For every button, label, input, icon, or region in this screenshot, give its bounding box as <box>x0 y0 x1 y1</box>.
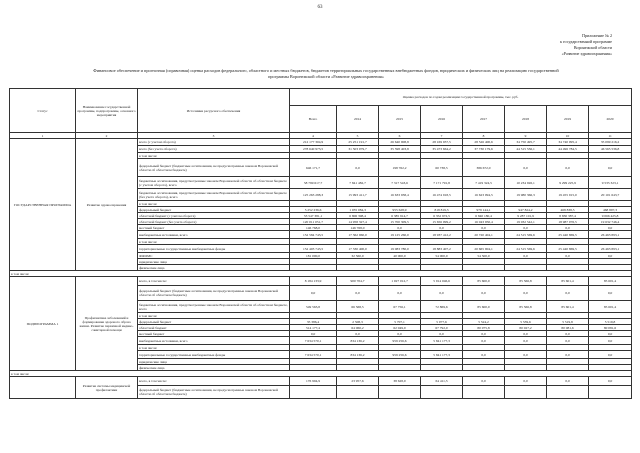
value-cell: 0,0 <box>589 331 632 337</box>
value-cell: 549 563,8 <box>290 301 337 313</box>
value-cell: 0,0 <box>505 377 547 386</box>
funding-source-cell: ФФОМС <box>138 253 290 259</box>
value-cell: 146 768,0 <box>337 225 379 231</box>
value-cell: 26 463 893,1 <box>589 245 632 253</box>
value-cell: 85 601,4 <box>589 277 632 286</box>
value-cell: 0,0 <box>547 351 589 359</box>
funding-source-cell: всего, в том числе: <box>138 377 290 386</box>
value-cell: 67 792,0 <box>421 325 463 331</box>
value-cell: 5 707,1 <box>379 319 421 325</box>
value-cell: 514 177,4 <box>290 325 337 331</box>
funding-source-cell: в том числе: <box>138 313 290 319</box>
value-cell: 23 957,6 <box>337 377 379 386</box>
value-cell: 35 386,4 <box>290 319 337 325</box>
column-number: 4 <box>290 133 337 139</box>
value-cell: 0,0 <box>547 253 589 259</box>
value-cell <box>379 386 421 399</box>
value-cell: 152 403 743,5 <box>290 245 337 253</box>
funding-source-cell: территориальные государственные внебюджетные фонды <box>138 245 290 253</box>
value-cell: 0,0 <box>337 331 379 337</box>
funding-source-cell: областной бюджет <box>138 325 290 331</box>
value-cell <box>463 386 505 399</box>
value-cell: 0,0 <box>463 351 505 359</box>
value-cell: 18 987 076,5 <box>547 219 589 225</box>
value-cell: 28 169 937,5 <box>421 139 463 146</box>
value-cell: 0,0 <box>463 286 505 301</box>
value-cell: 6 840 180,4 <box>463 213 505 219</box>
header-estimate: Оценка расходов по годам реализации государственной программы, тыс. руб. <box>290 89 632 106</box>
value-cell: 19 083 780,0 <box>379 245 421 253</box>
appendix-line: «Развитие здравоохранения» <box>561 51 612 57</box>
value-cell: 34 750 495,7 <box>505 139 547 146</box>
table-row <box>10 139 632 146</box>
value-cell: 54 500,0 <box>463 253 505 259</box>
value-cell: 0,0 <box>505 286 547 301</box>
value-cell: 26 463 893,1 <box>589 231 632 239</box>
value-cell: 19 980 366,3 <box>505 189 547 201</box>
title-line: программы Воронежской области «Развитие здравоохранения» <box>268 74 384 79</box>
value-cell: 26 640 908,8 <box>379 139 421 146</box>
funding-source-cell: внебюджетные источники, всего <box>138 337 290 345</box>
value-cell: 0,0 <box>290 286 337 301</box>
column-number: 3 <box>138 133 290 139</box>
value-cell: 24 515 569,6 <box>505 231 547 239</box>
column-number: 1 <box>10 133 76 139</box>
funding-source-cell: областной бюджет (без учета оборота) <box>138 219 290 225</box>
value-cell: 0,0 <box>379 331 421 337</box>
value-cell: 60 738,5 <box>421 159 463 177</box>
value-cell: 20 101 643,7 <box>589 189 632 201</box>
value-cell: 66 568,5 <box>337 301 379 313</box>
value-cell: 0,0 <box>505 159 547 177</box>
value-cell: 0,0 <box>505 253 547 259</box>
value-cell: 67 756,1 <box>379 301 421 313</box>
value-cell: 18 937 412,2 <box>421 231 463 239</box>
value-cell: 5 077,6 <box>421 319 463 325</box>
funding-source-cell: федеральный бюджет (бюджетные ассигнования, не предусмотренные законом Воронежской области об областном бюджете) <box>138 159 290 177</box>
value-cell: 15 700 309,5 <box>379 219 421 225</box>
funding-source-cell: федеральный бюджет (бюджетные ассигнования, не предусмотренные законом Воронежской области об областном бюджете) <box>138 286 290 301</box>
header-program-name: Наименование государственной программы, подпрограммы, основного мероприятия <box>76 89 138 133</box>
header-year: Всего <box>290 106 337 133</box>
value-cell: 24 515 569,6 <box>505 245 547 253</box>
value-cell: 54 000,0 <box>421 253 463 259</box>
value-cell: 6 352 972,5 <box>421 213 463 219</box>
value-cell: 14 958 327,4 <box>337 219 379 225</box>
header-year: 2019 <box>547 106 589 133</box>
value-cell: 176 994,9 <box>290 377 337 386</box>
value-cell: 0,0 <box>421 286 463 301</box>
value-cell: 646 171,7 <box>290 159 337 177</box>
value-cell <box>505 386 547 399</box>
column-number: 7 <box>421 133 463 139</box>
header-year: 2018 <box>505 106 547 133</box>
funding-source-cell: юридические лица <box>138 259 290 265</box>
value-cell: 7 634 570,1 <box>290 351 337 359</box>
value-cell <box>337 386 379 399</box>
value-cell: 0,0 <box>421 225 463 231</box>
value-cell: 834 136,2 <box>337 337 379 345</box>
value-cell: 5 252 236,6 <box>290 207 337 213</box>
value-cell: 15 993 411,7 <box>337 189 379 201</box>
funding-table <box>9 88 632 399</box>
value-cell: 85 600,0 <box>463 301 505 313</box>
value-cell: 0,0 <box>421 331 463 337</box>
appendix-line: Приложение № 2 <box>582 33 612 38</box>
value-cell: 7 171 791,8 <box>421 177 463 189</box>
table-row <box>10 377 632 386</box>
funding-source-cell: бюджетные ассигнования, предусмотренные законом Воронежской области об областном бюджете, всего <box>139 302 288 311</box>
value-cell: 0,0 <box>463 337 505 345</box>
value-cell: 959 256,6 <box>379 337 421 345</box>
value-cell: 278 640 973,5 <box>290 146 337 153</box>
value-cell: 146 768,0 <box>290 225 337 231</box>
header-year: 2017 <box>463 106 505 133</box>
funding-source-cell: в том числе: <box>138 239 290 245</box>
value-cell: 5 841 177,3 <box>421 337 463 345</box>
value-cell: 0,0 <box>589 159 632 177</box>
value-cell: 979 144,1 <box>463 207 505 213</box>
header-row <box>10 89 632 106</box>
value-cell: 0,0 <box>589 337 632 345</box>
value-cell: 35 473 664,2 <box>421 146 463 153</box>
value-cell: 38 628,0 <box>379 377 421 386</box>
value-cell: 35 598 403,8 <box>379 146 421 153</box>
value-cell: 468 838,5 <box>547 207 589 213</box>
program-name-cell: Развитие здравоохранения <box>76 139 138 271</box>
value-cell: 25 440 869,5 <box>547 231 589 239</box>
value-cell: 386 672,0 <box>463 159 505 177</box>
value-cell: 5 914 046,6 <box>421 277 463 286</box>
column-number: 5 <box>337 133 379 139</box>
value-cell: 80 075,8 <box>463 325 505 331</box>
value-cell: 35 099 216,2 <box>589 139 632 146</box>
value-cell: 5 519,8 <box>589 319 632 325</box>
funding-source-cell: в том числе: <box>138 153 290 159</box>
value-cell: 834 136,2 <box>337 351 379 359</box>
status-cell: ПОДПРОГРАММА 1 <box>10 277 76 371</box>
value-cell: 0,0 <box>547 286 589 301</box>
value-cell: 28 526 400,6 <box>463 139 505 146</box>
funding-source-cell: местный бюджет <box>138 331 290 337</box>
value-cell: 0,0 <box>589 225 632 231</box>
value-cell: 53 547 381,1 <box>290 213 337 219</box>
value-cell: 0,0 <box>463 225 505 231</box>
value-cell: 16 633 938,4 <box>379 189 421 201</box>
value-cell: 32 560,0 <box>337 253 379 259</box>
value-cell: 80 027,2 <box>505 325 547 331</box>
value-cell: 18 883 407,2 <box>421 245 463 253</box>
value-cell: 152 584 743,5 <box>290 231 337 239</box>
funding-source-cell: всего (без учета оборота) <box>138 146 290 153</box>
value-cell: 9 066 425,8 <box>589 213 632 219</box>
value-cell: 19 632 746,4 <box>589 219 632 225</box>
value-cell: 1 035 084,3 <box>337 207 379 213</box>
value-cell: 20 665 904,1 <box>463 245 505 253</box>
funding-source-cell: бюджетные ассигнования, предусмотренные законом Воронежской области об областном бюджете (с учетом оборота), всего <box>138 177 290 189</box>
value-cell: 6 385 914,7 <box>379 213 421 219</box>
value-cell: 16 623 094,5 <box>463 189 505 201</box>
value-cell: 85 566,8 <box>505 301 547 313</box>
value-cell: 5 539,6 <box>505 319 547 325</box>
funding-source-cell: бюджетные ассигнования, предусмотренные законом Воронежской области об областном бюджете (без учета оборота), всего <box>138 189 290 201</box>
value-cell: 16 043 950,4 <box>463 219 505 225</box>
value-cell: 0,0 <box>589 253 632 259</box>
appendix-note <box>502 33 612 57</box>
column-number: 2 <box>76 133 138 139</box>
value-cell: 15 656 099,2 <box>421 219 463 225</box>
value-cell: 900 704,7 <box>337 277 379 286</box>
value-cell: 120 011 051,7 <box>290 219 337 225</box>
value-cell: 7 419 324,5 <box>463 177 505 189</box>
header-funding-source: Источники ресурсного обеспечения <box>138 89 290 133</box>
funding-source-cell: в том числе: <box>138 345 290 351</box>
value-cell: 10 234 926,1 <box>505 177 547 189</box>
value-cell: 0,0 <box>290 331 337 337</box>
value-cell: 44 515 536,1 <box>505 146 547 153</box>
value-cell: 0,0 <box>505 337 547 345</box>
value-cell: 9 535 323,1 <box>589 177 632 189</box>
value-cell: 64 060,2 <box>337 325 379 331</box>
value-cell: 0,0 <box>379 225 421 231</box>
value-cell: 181 000,0 <box>290 253 337 259</box>
separator-label: в том числе: <box>10 371 632 377</box>
value-cell: 5 524,2 <box>463 319 505 325</box>
value-cell <box>290 386 337 399</box>
value-cell: 85 601,4 <box>547 301 589 313</box>
value-cell: 19 125 260,0 <box>379 231 421 239</box>
value-cell: 85 601,4 <box>547 277 589 286</box>
header-year: 2020 <box>589 106 632 133</box>
value-cell: 0,0 <box>505 331 547 337</box>
value-cell: 20 720 404,1 <box>463 231 505 239</box>
value-cell: 0,0 <box>589 377 632 386</box>
column-number: 9 <box>505 133 547 139</box>
value-cell: 25 251 191,7 <box>337 139 379 146</box>
value-cell: 2 508,3 <box>337 319 379 325</box>
value-cell: 80 081,6 <box>547 325 589 331</box>
program-name-cell: Профилактика заболеваний и формирование здорового образа жизни. Развитие первичной медико-санитарной помощи <box>76 277 138 371</box>
value-cell: 17 362 960,0 <box>337 231 379 239</box>
value-cell: 818 819,3 <box>421 207 463 213</box>
value-cell: 80 081,6 <box>589 325 632 331</box>
value-cell: 0,0 <box>463 331 505 337</box>
value-cell: 7 317 543,6 <box>379 177 421 189</box>
column-number: 6 <box>379 133 421 139</box>
value-cell: 0,0 <box>463 377 505 386</box>
header-year: 2016 <box>421 106 463 133</box>
value-cell: 64 411,3 <box>421 377 463 386</box>
funding-source-cell: федеральный бюджет <box>138 207 290 213</box>
value-cell: 0,0 <box>547 225 589 231</box>
funding-source-cell: всего, в том числе: <box>138 277 290 286</box>
value-cell <box>421 386 463 399</box>
value-cell: 959 256,6 <box>379 351 421 359</box>
value-cell: 0,0 <box>505 225 547 231</box>
value-cell: 0,0 <box>547 337 589 345</box>
value-cell: 5 519,8 <box>547 319 589 325</box>
appendix-line: Воронежской области <box>573 45 612 51</box>
value-cell: 16 474 918,5 <box>421 189 463 201</box>
title-line: Финансовое обеспечение и прогнозная (справочная) оценка расходов федерального, областного и местных бюджетов, бюджетов территориальных государственных внебюджетных фондов, юридических и физических лиц на реализацию государственной <box>93 68 559 73</box>
value-cell: 37 730 179,6 <box>463 146 505 153</box>
value-cell: 5 841 177,3 <box>421 351 463 359</box>
value-cell: 0,0 <box>337 159 379 177</box>
page-number: 63 <box>317 5 323 10</box>
value-cell: 468 897,3 <box>589 207 632 213</box>
funding-source-cell: юридические лица <box>138 359 290 365</box>
value-cell: 46 565 536,8 <box>589 146 632 153</box>
value-cell: 0,0 <box>589 286 632 301</box>
value-cell: 0,0 <box>505 351 547 359</box>
value-cell: 0,0 <box>379 286 421 301</box>
value-cell: 31 503 079,7 <box>337 146 379 153</box>
funding-source-cell: физические лица <box>138 265 290 271</box>
value-cell: 85 600,0 <box>463 277 505 286</box>
table-body <box>10 89 632 399</box>
column-number: 8 <box>463 133 505 139</box>
column-number: 10 <box>547 133 589 139</box>
funding-source-cell: федеральный бюджет <box>138 319 290 325</box>
funding-source-cell: внебюджетные источники, всего <box>138 231 290 239</box>
funding-source-cell: территориальные государственные внебюджетные фонды <box>138 351 290 359</box>
funding-source-cell: в том числе: <box>138 201 290 207</box>
status-cell: ГОСУДАРСТВЕННАЯ ПРОГРАММА <box>10 139 76 271</box>
value-cell: 25 440 869,5 <box>547 245 589 253</box>
value-cell: 58 799 617,7 <box>290 177 337 189</box>
value-cell: 34 740 095,4 <box>547 139 589 146</box>
value-cell <box>589 386 632 399</box>
funding-source-cell: федеральный бюджет (бюджетные ассигнования, не предусмотренные законом Воронежской области об областном бюджете) <box>138 386 290 399</box>
value-cell: 17 330 400,0 <box>337 245 379 253</box>
funding-source-cell: местный бюджет <box>138 225 290 231</box>
value-cell: 0,0 <box>589 351 632 359</box>
funding-source-cell: физические лица <box>138 365 290 371</box>
value-cell: 8 830 387,4 <box>547 213 589 219</box>
value-cell: 955 628,9 <box>379 207 421 213</box>
value-cell: 212 177 304,9 <box>290 139 337 146</box>
status-cell <box>10 377 76 399</box>
separator-label: в том числе: <box>10 271 632 277</box>
document-title <box>24 68 628 80</box>
funding-source-cell: областной бюджет (с учетом оборота) <box>138 213 290 219</box>
appendix-line: к государственной программе <box>559 39 612 45</box>
value-cell: 19 032 542,1 <box>505 219 547 225</box>
value-cell: 1 027 012,7 <box>379 277 421 286</box>
value-cell: 62 049,0 <box>379 325 421 331</box>
column-number: 11 <box>589 133 632 139</box>
value-cell: 947 824,2 <box>505 207 547 213</box>
value-cell: 9 299 225,9 <box>547 177 589 189</box>
value-cell: 0,0 <box>547 159 589 177</box>
header-year: 2014 <box>337 106 379 133</box>
value-cell: 8 184 133,9 <box>290 277 337 286</box>
value-cell: 72 869,6 <box>421 301 463 313</box>
funding-source-cell: всего (с учетом оборота) <box>138 139 290 146</box>
value-cell: 6 806 398,4 <box>337 213 379 219</box>
value-cell <box>547 386 589 399</box>
value-cell: 85 601,4 <box>589 301 632 313</box>
header-year: 2015 <box>379 106 421 133</box>
table-row <box>10 277 632 286</box>
value-cell: 0,0 <box>547 377 589 386</box>
value-cell: 85 566,8 <box>505 277 547 286</box>
value-cell: 0,0 <box>547 331 589 337</box>
value-cell: 198 762,2 <box>379 159 421 177</box>
value-cell: 44 496 784,5 <box>547 146 589 153</box>
value-cell: 9 287 101,9 <box>505 213 547 219</box>
value-cell: 40 000,0 <box>379 253 421 259</box>
value-cell: 125 263 288,3 <box>290 189 337 201</box>
program-name-cell: Развитие системы медицинской профилактики <box>76 377 138 399</box>
value-cell: 7 634 570,1 <box>290 337 337 345</box>
value-cell: 19 455 915,0 <box>547 189 589 201</box>
header-status: Статус <box>10 89 76 133</box>
value-cell: 7 841 482,7 <box>337 177 379 189</box>
value-cell: 0,0 <box>337 286 379 301</box>
